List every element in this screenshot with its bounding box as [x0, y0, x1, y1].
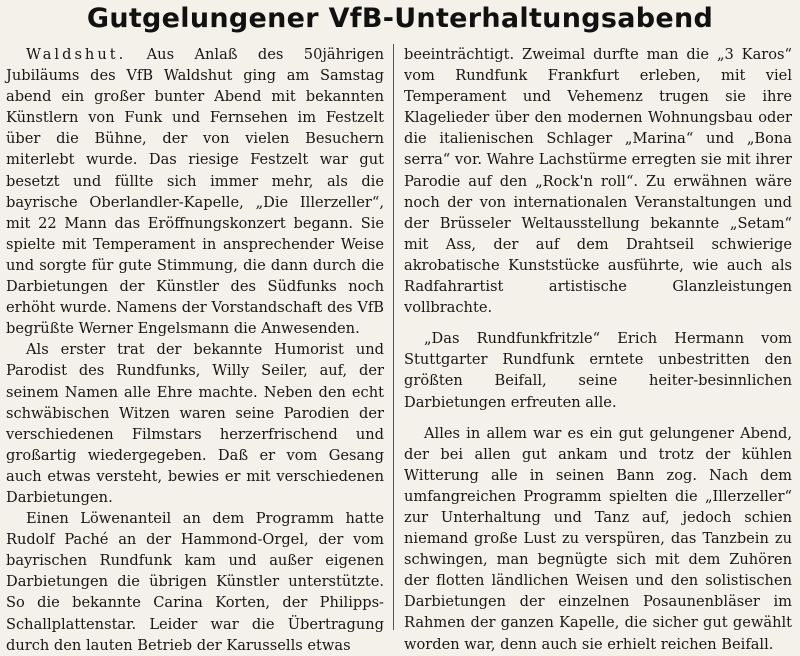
left-column: [6, 44, 384, 656]
paragraph: beeinträchtigt. Zweimal durfte man die „3 Karos“ vom Rundfunk Frankfurt erleben, mit viel Temperament und Vehemenz trugen sie ihre Klagelieder über den modernen Wohnungsbau oder die italienischen Schlager „Marina“ und „Bona serra“ vor. Wahre Lachstürme erregten sie mit ihrer Parodie auf den „Rock'n roll“. Zu erwähnen wäre noch der von internationalen Veranstaltungen und der Brüsseler Weltausstellung bekannte „Setam“ mit Ass, der auf dem Drahtseil schwierige akrobatische Kunststücke ausführte, wie auch als Radfahrartist artistische Glanzleistungen vollbrachte.: [404, 46, 792, 317]
paragraph: Einen Löwenanteil an dem Programm hatte Rudolf Paché an der Hammond-Orgel, der vom bayrischen Rundfunk kam und außer eigenen Darbietungen die übrigen Künstler unterstützte. So die bekannte Carina Korten, der Philipps-Schallplattenstar. Leider war die Übertragung durch den lauten Betrieb der Karussells etwas: [6, 510, 384, 654]
paragraph-text: Aus Anlaß des 50jährigen Jubiläums des VfB Waldshut ging am Samstag abend ein großer bunter Abend mit bekannten Künstlern von Funk und Fernsehen im Festzelt über die Bühne, der von vielen Besuchern miterlebt wurde. Das riesige Festzelt war gut besetzt und füllte sich immer mehr, als die bayrische Oberlandler-Kapelle, „Die Illerzeller“, mit 22 Mann das Eröffnungskonzert begann. Sie spielte mit Temperament in ansprechender Weise und sorgte für gute Stimmung, die dann durch die Darbietungen der Künstler des Südfunks noch erhöht wurde. Namens der Vorstandschaft des VfB begrüßte Werner Engelsmann die Anwesenden.: [6, 46, 384, 338]
right-column: [404, 44, 792, 655]
dateline: Waldshut.: [26, 46, 127, 63]
paragraph: Als erster trat der bekannte Humorist und Parodist des Rundfunks, Willy Seiler, auf, der seinem Namen alle Ehre machte. Neben den echt schwäbischen Witzen waren seine Parodien der verschiedenen Filmstars herzerfrischend und großartig wiedergegeben. Daß er vom Gesang auch etwas versteht, bewies er mit verschiedenen Darbietungen.: [6, 341, 384, 506]
paragraph: [6, 44, 384, 339]
paragraph: Alles in allem war es ein gut gelungener Abend, der bei allen gut ankam und trotz der kühlen Witterung alle in seinen Bann zog. Nach dem umfangreichen Programm spielten die „Illerzeller“ zur Unterhaltung und Tanz auf, jedoch schien niemand große Lust zu verspüren, das Tanzbein zu schwingen, man begnügte sich mit dem Zuhören der flotten ländlichen Weisen und den solistischen Darbietungen der einzelnen Posaunenbläser im Rahmen der ganzen Kapelle, die sicher gut gewählt worden war, denn auch sie erhielt reichen Beifall.: [404, 424, 792, 653]
column-divider: [393, 44, 394, 630]
paragraph: „Das Rundfunkfritzle“ Erich Hermann vom Stuttgarter Rundfunk erntete unbestritten den größten Beifall, seine heiter-besinnlichen Darbietungen erfreuten alle.: [404, 330, 792, 411]
article-headline: Gutgelungener VfB-Unterhaltungsabend: [86, 3, 714, 34]
